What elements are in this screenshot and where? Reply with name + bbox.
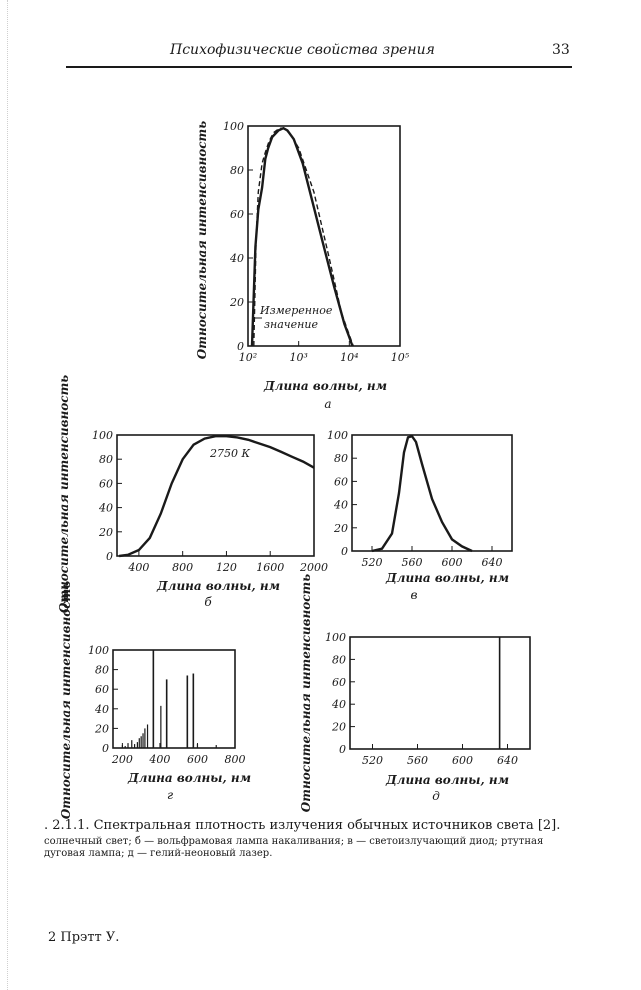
- x-tick-label: 10³: [289, 351, 308, 364]
- y-tick-label: 100: [325, 631, 346, 644]
- y-tick-label: 80: [99, 453, 113, 467]
- y-axis-label: Относительная интенсивность: [195, 120, 209, 360]
- y-tick-label: 0: [237, 340, 244, 353]
- figure-caption-legend: солнечный свет; б — вольфрамовая лампа накаливания; в — светоизлучающий диод; ртутная дуговая лампа; д — гелий-неоновый лазер.: [44, 836, 544, 859]
- y-tick-label: 20: [99, 525, 113, 539]
- x-tick-label: 200: [111, 753, 133, 766]
- footnote: 2 Прэтт У.: [48, 930, 120, 945]
- y-tick-label: 100: [88, 644, 109, 657]
- x-tick-label: 2000: [300, 561, 328, 574]
- y-tick-label: 60: [99, 477, 113, 491]
- y-tick-label: 20: [332, 720, 346, 734]
- y-tick-label: 20: [95, 722, 109, 736]
- x-tick-label: 800: [172, 561, 194, 574]
- panel-letter-a: a: [324, 397, 332, 411]
- y-axis-label: Относительная интенсивность: [57, 374, 71, 614]
- x-tick-label: 640: [497, 754, 518, 767]
- x-axis-label: Длина волны, нм: [157, 579, 281, 593]
- x-tick-label: 560: [401, 556, 423, 569]
- x-tick-label: 520: [361, 556, 383, 569]
- x-tick-label: 640: [481, 556, 503, 569]
- y-tick-label: 80: [332, 653, 346, 667]
- x-axis-label: Длина волны, нм: [128, 771, 252, 785]
- panel-letter-д: д: [432, 789, 440, 803]
- series-line-solid: [372, 436, 472, 551]
- y-tick-label: 40: [334, 498, 348, 512]
- y-tick-label: 40: [332, 698, 346, 712]
- plot-frame-г: [113, 650, 235, 748]
- x-axis-label: Длина волны, нм: [386, 571, 510, 585]
- y-tick-label: 0: [339, 743, 346, 756]
- annotation-measured: Измеренное: [260, 304, 333, 317]
- x-tick-label: 1600: [256, 561, 285, 574]
- figure-caption: . 2.1.1. Спектральная плотность излучения обычных источников света [2].: [44, 818, 561, 833]
- x-tick-label: 600: [186, 753, 208, 766]
- y-axis-label: Относительная интенсивность: [59, 580, 73, 820]
- x-tick-label: 10⁵: [390, 351, 410, 364]
- y-tick-label: 80: [95, 663, 109, 677]
- x-tick-label: 520: [362, 754, 383, 767]
- x-axis-label: Длина волны, нм: [386, 773, 510, 787]
- y-tick-label: 20: [230, 296, 244, 309]
- panel-letter-г: г: [166, 788, 174, 802]
- y-tick-label: 100: [223, 120, 244, 133]
- page-number: 33: [552, 42, 570, 58]
- x-tick-label: 560: [407, 754, 428, 767]
- x-tick-label: 400: [128, 561, 150, 574]
- y-tick-label: 60: [332, 675, 346, 689]
- y-tick-label: 60: [95, 683, 109, 697]
- y-tick-label: 0: [341, 545, 348, 558]
- y-tick-label: 80: [230, 164, 244, 177]
- annotation-temperature: 2750 К: [210, 447, 251, 460]
- y-tick-label: 0: [102, 742, 109, 755]
- y-tick-label: 60: [230, 208, 244, 221]
- plot-frame-в: [352, 435, 512, 551]
- y-tick-label: 60: [334, 475, 348, 489]
- panel-letter-в: в: [410, 588, 418, 602]
- x-axis-label: Длина волны, нм: [264, 379, 388, 393]
- y-tick-label: 0: [106, 550, 113, 563]
- x-tick-label: 400: [149, 753, 171, 766]
- plot-frame-д: [350, 637, 530, 749]
- x-tick-label: 600: [452, 754, 473, 767]
- y-tick-label: 40: [99, 501, 113, 515]
- x-tick-label: 600: [441, 556, 463, 569]
- x-tick-label: 10²: [238, 351, 258, 364]
- y-tick-label: 100: [327, 429, 348, 442]
- y-tick-label: 80: [334, 452, 348, 466]
- running-header-title: Психофизические свойства зрения: [170, 42, 435, 58]
- y-tick-label: 40: [230, 252, 244, 265]
- y-axis-label: Относительная интенсивность: [299, 573, 313, 813]
- annotation-value: значение: [264, 318, 318, 331]
- panel-letter-б: б: [204, 595, 212, 609]
- x-tick-label: 120: [215, 561, 237, 574]
- y-tick-label: 40: [95, 702, 109, 716]
- x-tick-label: 10⁴: [340, 351, 359, 364]
- x-tick-label: 800: [224, 753, 246, 766]
- y-tick-label: 100: [92, 429, 113, 442]
- y-tick-label: 20: [334, 521, 348, 535]
